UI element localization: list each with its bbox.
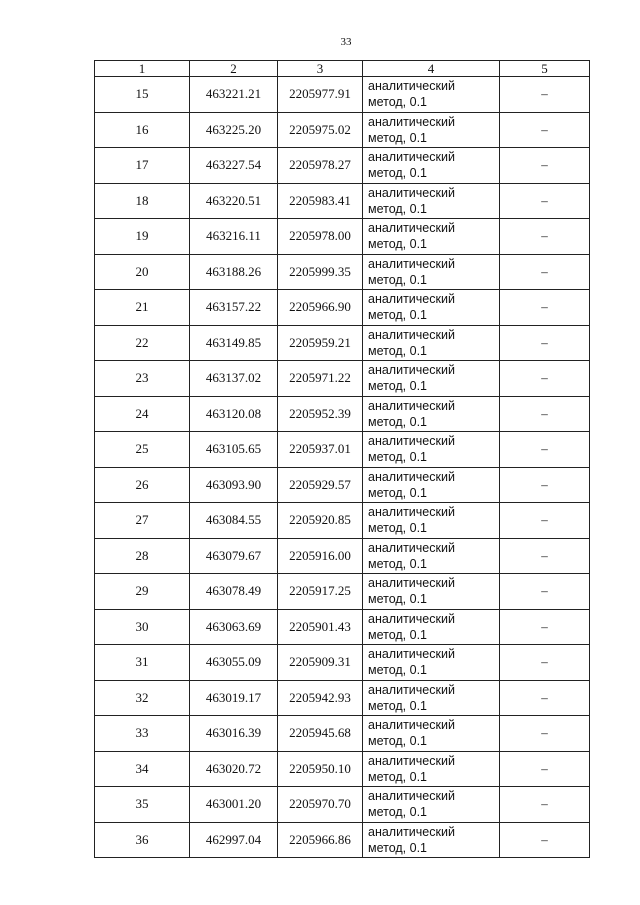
header-cell-4: 4 bbox=[363, 61, 500, 77]
table-row bbox=[95, 325, 590, 361]
method-line-2: метод, 0.1 bbox=[368, 734, 428, 748]
method-line-2: метод, 0.1 bbox=[368, 556, 428, 571]
point-number-cell: 30 bbox=[95, 609, 190, 645]
method-line-1: аналитический bbox=[368, 576, 455, 590]
method-line-1: аналитический bbox=[368, 505, 455, 519]
point-number-cell: 28 bbox=[95, 538, 190, 574]
point-number-cell: 15 bbox=[95, 77, 190, 113]
method-line-1: аналитический bbox=[368, 611, 455, 626]
x-coordinate-cell: 463225.20 bbox=[190, 112, 278, 148]
x-coordinate-cell: 463149.85 bbox=[190, 325, 278, 361]
table-row bbox=[95, 148, 590, 184]
table-header-row bbox=[95, 61, 590, 77]
method-line-2: метод, 0.1 bbox=[368, 521, 428, 535]
error-cell: – bbox=[500, 183, 590, 219]
y-coordinate-cell: 2205978.27 bbox=[278, 148, 363, 184]
x-coordinate-cell: 463093.90 bbox=[190, 467, 278, 503]
method-line-1: аналитический bbox=[368, 434, 455, 448]
table-row bbox=[95, 396, 590, 432]
y-coordinate-cell: 2205970.70 bbox=[278, 787, 363, 823]
point-number-cell: 18 bbox=[95, 183, 190, 219]
method-line-2: метод, 0.1 bbox=[368, 769, 428, 784]
method-line-1: аналитический bbox=[368, 292, 455, 306]
point-number-cell: 19 bbox=[95, 219, 190, 255]
method-line-1: аналитический bbox=[368, 824, 455, 839]
x-coordinate-cell: 463105.65 bbox=[190, 432, 278, 468]
error-cell: – bbox=[500, 822, 590, 858]
table-row bbox=[95, 716, 590, 752]
method-line-1: аналитический bbox=[368, 718, 455, 732]
method-cell bbox=[363, 787, 500, 823]
point-number-cell: 34 bbox=[95, 751, 190, 787]
x-coordinate-cell: 463221.21 bbox=[190, 77, 278, 113]
method-line-2: метод, 0.1 bbox=[368, 592, 428, 606]
error-cell: – bbox=[500, 680, 590, 716]
x-coordinate-cell: 463084.55 bbox=[190, 503, 278, 539]
x-coordinate-cell: 463055.09 bbox=[190, 645, 278, 681]
table-row bbox=[95, 432, 590, 468]
y-coordinate-cell: 2205917.25 bbox=[278, 574, 363, 610]
x-coordinate-cell: 463157.22 bbox=[190, 290, 278, 326]
method-cell bbox=[363, 77, 500, 113]
table-row bbox=[95, 290, 590, 326]
method-cell bbox=[363, 574, 500, 610]
method-cell bbox=[363, 716, 500, 752]
method-cell bbox=[363, 751, 500, 787]
method-cell bbox=[363, 538, 500, 574]
point-number-cell: 26 bbox=[95, 467, 190, 503]
coordinates-table bbox=[94, 60, 590, 858]
point-number-cell: 16 bbox=[95, 112, 190, 148]
method-cell bbox=[363, 361, 500, 397]
point-number-cell: 24 bbox=[95, 396, 190, 432]
error-cell: – bbox=[500, 467, 590, 503]
method-line-1: аналитический bbox=[368, 221, 455, 235]
method-line-1: аналитический bbox=[368, 469, 455, 484]
method-line-1: аналитический bbox=[368, 79, 455, 93]
table-row bbox=[95, 609, 590, 645]
method-line-1: аналитический bbox=[368, 789, 455, 803]
method-line-2: метод, 0.1 bbox=[368, 627, 428, 642]
error-cell: – bbox=[500, 574, 590, 610]
table-row bbox=[95, 645, 590, 681]
error-cell: – bbox=[500, 148, 590, 184]
y-coordinate-cell: 2205945.68 bbox=[278, 716, 363, 752]
error-cell: – bbox=[500, 77, 590, 113]
method-line-1: аналитический bbox=[368, 647, 455, 661]
point-number-cell: 32 bbox=[95, 680, 190, 716]
x-coordinate-cell: 463019.17 bbox=[190, 680, 278, 716]
table-row bbox=[95, 751, 590, 787]
table-row bbox=[95, 254, 590, 290]
y-coordinate-cell: 2205975.02 bbox=[278, 112, 363, 148]
method-line-2: метод, 0.1 bbox=[368, 130, 428, 145]
method-line-2: метод, 0.1 bbox=[368, 414, 428, 429]
method-line-2: метод, 0.1 bbox=[368, 698, 428, 713]
error-cell: – bbox=[500, 219, 590, 255]
error-cell: – bbox=[500, 787, 590, 823]
method-cell bbox=[363, 148, 500, 184]
y-coordinate-cell: 2205999.35 bbox=[278, 254, 363, 290]
x-coordinate-cell: 463220.51 bbox=[190, 183, 278, 219]
error-cell: – bbox=[500, 396, 590, 432]
header-cell-5: 5 bbox=[500, 61, 590, 77]
method-line-2: метод, 0.1 bbox=[368, 95, 428, 109]
y-coordinate-cell: 2205983.41 bbox=[278, 183, 363, 219]
x-coordinate-cell: 463137.02 bbox=[190, 361, 278, 397]
y-coordinate-cell: 2205952.39 bbox=[278, 396, 363, 432]
x-coordinate-cell: 463079.67 bbox=[190, 538, 278, 574]
y-coordinate-cell: 2205901.43 bbox=[278, 609, 363, 645]
y-coordinate-cell: 2205942.93 bbox=[278, 680, 363, 716]
method-line-2: метод, 0.1 bbox=[368, 308, 428, 322]
method-cell bbox=[363, 112, 500, 148]
method-line-1: аналитический bbox=[368, 753, 455, 768]
x-coordinate-cell: 463188.26 bbox=[190, 254, 278, 290]
x-coordinate-cell: 463120.08 bbox=[190, 396, 278, 432]
x-coordinate-cell: 463078.49 bbox=[190, 574, 278, 610]
point-number-cell: 31 bbox=[95, 645, 190, 681]
error-cell: – bbox=[500, 645, 590, 681]
table-row bbox=[95, 361, 590, 397]
y-coordinate-cell: 2205966.90 bbox=[278, 290, 363, 326]
method-line-2: метод, 0.1 bbox=[368, 450, 428, 464]
method-line-2: метод, 0.1 bbox=[368, 805, 428, 819]
point-number-cell: 33 bbox=[95, 716, 190, 752]
x-coordinate-cell: 463216.11 bbox=[190, 219, 278, 255]
table-row bbox=[95, 503, 590, 539]
method-cell bbox=[363, 396, 500, 432]
table-row bbox=[95, 219, 590, 255]
method-cell bbox=[363, 645, 500, 681]
table-row bbox=[95, 467, 590, 503]
table-row bbox=[95, 538, 590, 574]
point-number-cell: 20 bbox=[95, 254, 190, 290]
table-row bbox=[95, 183, 590, 219]
y-coordinate-cell: 2205977.91 bbox=[278, 77, 363, 113]
method-cell bbox=[363, 680, 500, 716]
point-number-cell: 36 bbox=[95, 822, 190, 858]
error-cell: – bbox=[500, 432, 590, 468]
x-coordinate-cell: 463001.20 bbox=[190, 787, 278, 823]
error-cell: – bbox=[500, 361, 590, 397]
x-coordinate-cell: 463020.72 bbox=[190, 751, 278, 787]
x-coordinate-cell: 463016.39 bbox=[190, 716, 278, 752]
method-line-1: аналитический bbox=[368, 398, 455, 413]
point-number-cell: 35 bbox=[95, 787, 190, 823]
method-cell bbox=[363, 183, 500, 219]
method-cell bbox=[363, 432, 500, 468]
method-cell bbox=[363, 290, 500, 326]
error-cell: – bbox=[500, 325, 590, 361]
point-number-cell: 21 bbox=[95, 290, 190, 326]
method-line-2: метод, 0.1 bbox=[368, 840, 428, 855]
table-row bbox=[95, 822, 590, 858]
method-line-1: аналитический bbox=[368, 150, 455, 164]
point-number-cell: 27 bbox=[95, 503, 190, 539]
y-coordinate-cell: 2205971.22 bbox=[278, 361, 363, 397]
table-body bbox=[95, 77, 590, 858]
table-row bbox=[95, 787, 590, 823]
method-cell bbox=[363, 219, 500, 255]
y-coordinate-cell: 2205966.86 bbox=[278, 822, 363, 858]
method-line-1: аналитический bbox=[368, 682, 455, 697]
method-line-2: метод, 0.1 bbox=[368, 201, 428, 216]
y-coordinate-cell: 2205978.00 bbox=[278, 219, 363, 255]
method-line-2: метод, 0.1 bbox=[368, 166, 428, 180]
x-coordinate-cell: 463227.54 bbox=[190, 148, 278, 184]
error-cell: – bbox=[500, 112, 590, 148]
table-row bbox=[95, 680, 590, 716]
method-line-1: аналитический bbox=[368, 114, 455, 129]
method-line-1: аналитический bbox=[368, 185, 455, 200]
method-cell bbox=[363, 254, 500, 290]
point-number-cell: 17 bbox=[95, 148, 190, 184]
page-number: 33 bbox=[340, 36, 352, 48]
method-line-2: метод, 0.1 bbox=[368, 485, 428, 500]
point-number-cell: 22 bbox=[95, 325, 190, 361]
error-cell: – bbox=[500, 254, 590, 290]
method-line-1: аналитический bbox=[368, 256, 455, 271]
point-number-cell: 23 bbox=[95, 361, 190, 397]
error-cell: – bbox=[500, 716, 590, 752]
method-line-1: аналитический bbox=[368, 327, 455, 342]
method-cell bbox=[363, 325, 500, 361]
method-cell bbox=[363, 822, 500, 858]
error-cell: – bbox=[500, 538, 590, 574]
point-number-cell: 25 bbox=[95, 432, 190, 468]
error-cell: – bbox=[500, 290, 590, 326]
method-cell bbox=[363, 503, 500, 539]
method-line-1: аналитический bbox=[368, 363, 455, 377]
table-row bbox=[95, 574, 590, 610]
error-cell: – bbox=[500, 751, 590, 787]
x-coordinate-cell: 463063.69 bbox=[190, 609, 278, 645]
y-coordinate-cell: 2205950.10 bbox=[278, 751, 363, 787]
method-line-2: метод, 0.1 bbox=[368, 237, 428, 251]
method-line-2: метод, 0.1 bbox=[368, 379, 428, 393]
y-coordinate-cell: 2205937.01 bbox=[278, 432, 363, 468]
error-cell: – bbox=[500, 609, 590, 645]
header-cell-1: 1 bbox=[95, 61, 190, 77]
method-cell bbox=[363, 609, 500, 645]
header-cell-2: 2 bbox=[190, 61, 278, 77]
method-line-2: метод, 0.1 bbox=[368, 663, 428, 677]
error-cell: – bbox=[500, 503, 590, 539]
method-cell bbox=[363, 467, 500, 503]
y-coordinate-cell: 2205916.00 bbox=[278, 538, 363, 574]
table-row bbox=[95, 112, 590, 148]
y-coordinate-cell: 2205959.21 bbox=[278, 325, 363, 361]
method-line-2: метод, 0.1 bbox=[368, 343, 428, 358]
y-coordinate-cell: 2205929.57 bbox=[278, 467, 363, 503]
table-row bbox=[95, 77, 590, 113]
y-coordinate-cell: 2205909.31 bbox=[278, 645, 363, 681]
y-coordinate-cell: 2205920.85 bbox=[278, 503, 363, 539]
x-coordinate-cell: 462997.04 bbox=[190, 822, 278, 858]
header-cell-3: 3 bbox=[278, 61, 363, 77]
point-number-cell: 29 bbox=[95, 574, 190, 610]
method-line-1: аналитический bbox=[368, 540, 455, 555]
method-line-2: метод, 0.1 bbox=[368, 272, 428, 287]
